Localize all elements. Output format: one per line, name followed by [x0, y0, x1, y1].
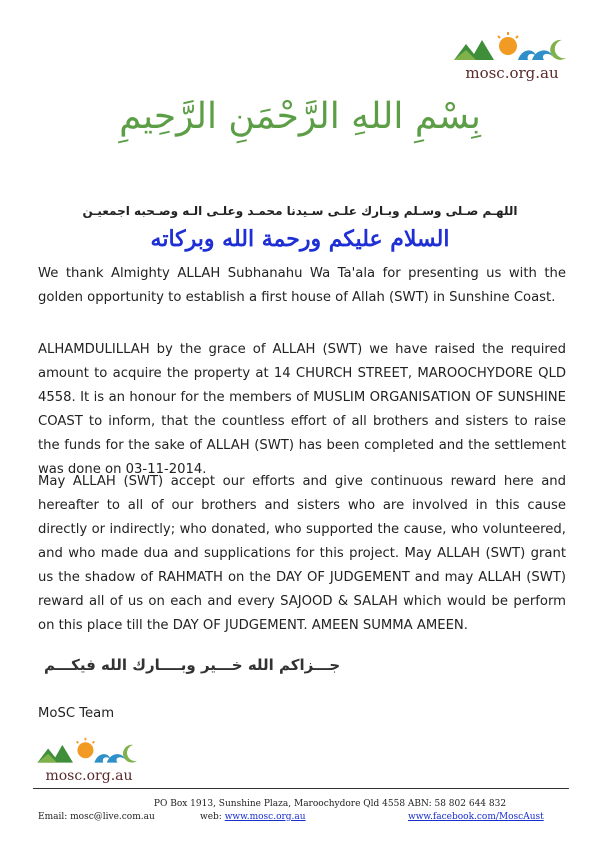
- logo-graphic-icon: [452, 30, 572, 66]
- signature: MoSC Team: [38, 706, 115, 721]
- website-link[interactable]: www.mosc.org.au: [224, 812, 306, 822]
- logo-graphic-icon: [33, 736, 145, 768]
- logo-text: mosc.org.au: [465, 64, 559, 82]
- logo-text: mosc.org.au: [45, 768, 133, 784]
- paragraph-intro: We thank Almighty ALLAH Subhanahu Wa Ta'ala for presenting us with the golden opportunity to establish a first house of Allah (SWT) in Sunshine Coast.: [38, 266, 566, 305]
- mosc-logo-footer: [33, 736, 145, 784]
- bismillah-calligraphy: بِسْمِ اللهِ الرَّحْمَنِ الرَّحِيمِ: [119, 96, 481, 137]
- footer-address: PO Box 1913, Sunshine Plaza, Maroochydore Qld 4558 ABN: 58 802 644 832: [153, 799, 507, 809]
- jazakallah-line: جـــزاكم الله خـــير وبــــارك الله فيكـــم: [44, 656, 341, 674]
- salam-greeting: السلام عليكم ورحمة الله وبركاته: [150, 226, 450, 252]
- facebook-link[interactable]: www.facebook.com/MoscAust: [408, 812, 544, 822]
- salawat-line: اللهـم صـلى وسـلم وبـارك علـى سـيدنا محمـد وعلـى الـه وصـحبه اجمعيـن: [82, 204, 518, 218]
- footer-divider: [33, 788, 569, 789]
- mosc-logo: [452, 30, 572, 82]
- footer-web-label: web:: [200, 812, 222, 822]
- footer-facebook: [408, 812, 544, 822]
- footer-email: Email: mosc@live.com.au: [38, 812, 155, 822]
- paragraph-dua: May ALLAH (SWT) accept our efforts and give continuous reward here and hereafter to all of our brothers and sisters who are involved in this cause directly or indirectly; who donated, who supported the cause, who volunteered, and who made dua and supplications for this project. May ALLAH (SWT) grant us the shadow of RAHMATH on the DAY OF JUDGEMENT and may ALLAH (SWT) reward all of us on each and every SAJOOD & SALAH which would be perform on this place till the DAY OF JUDGEMENT. AMEEN SUMMA AMEEN.: [38, 474, 566, 633]
- footer-web: [200, 812, 306, 822]
- paragraph-announcement: ALHAMDULILLAH by the grace of ALLAH (SWT) we have raised the required amount to acquire the property at 14 CHURCH STREET, MAROOCHYDORE QLD 4558. It is an honour for the members of MUSLIM ORGANISATION OF SUNSHINE COAST to inform, that the countless effort of all brothers and sisters to raise the funds for the sake of ALLAH (SWT) has been completed and the settlement was done on 03-11-2014.: [38, 342, 566, 477]
